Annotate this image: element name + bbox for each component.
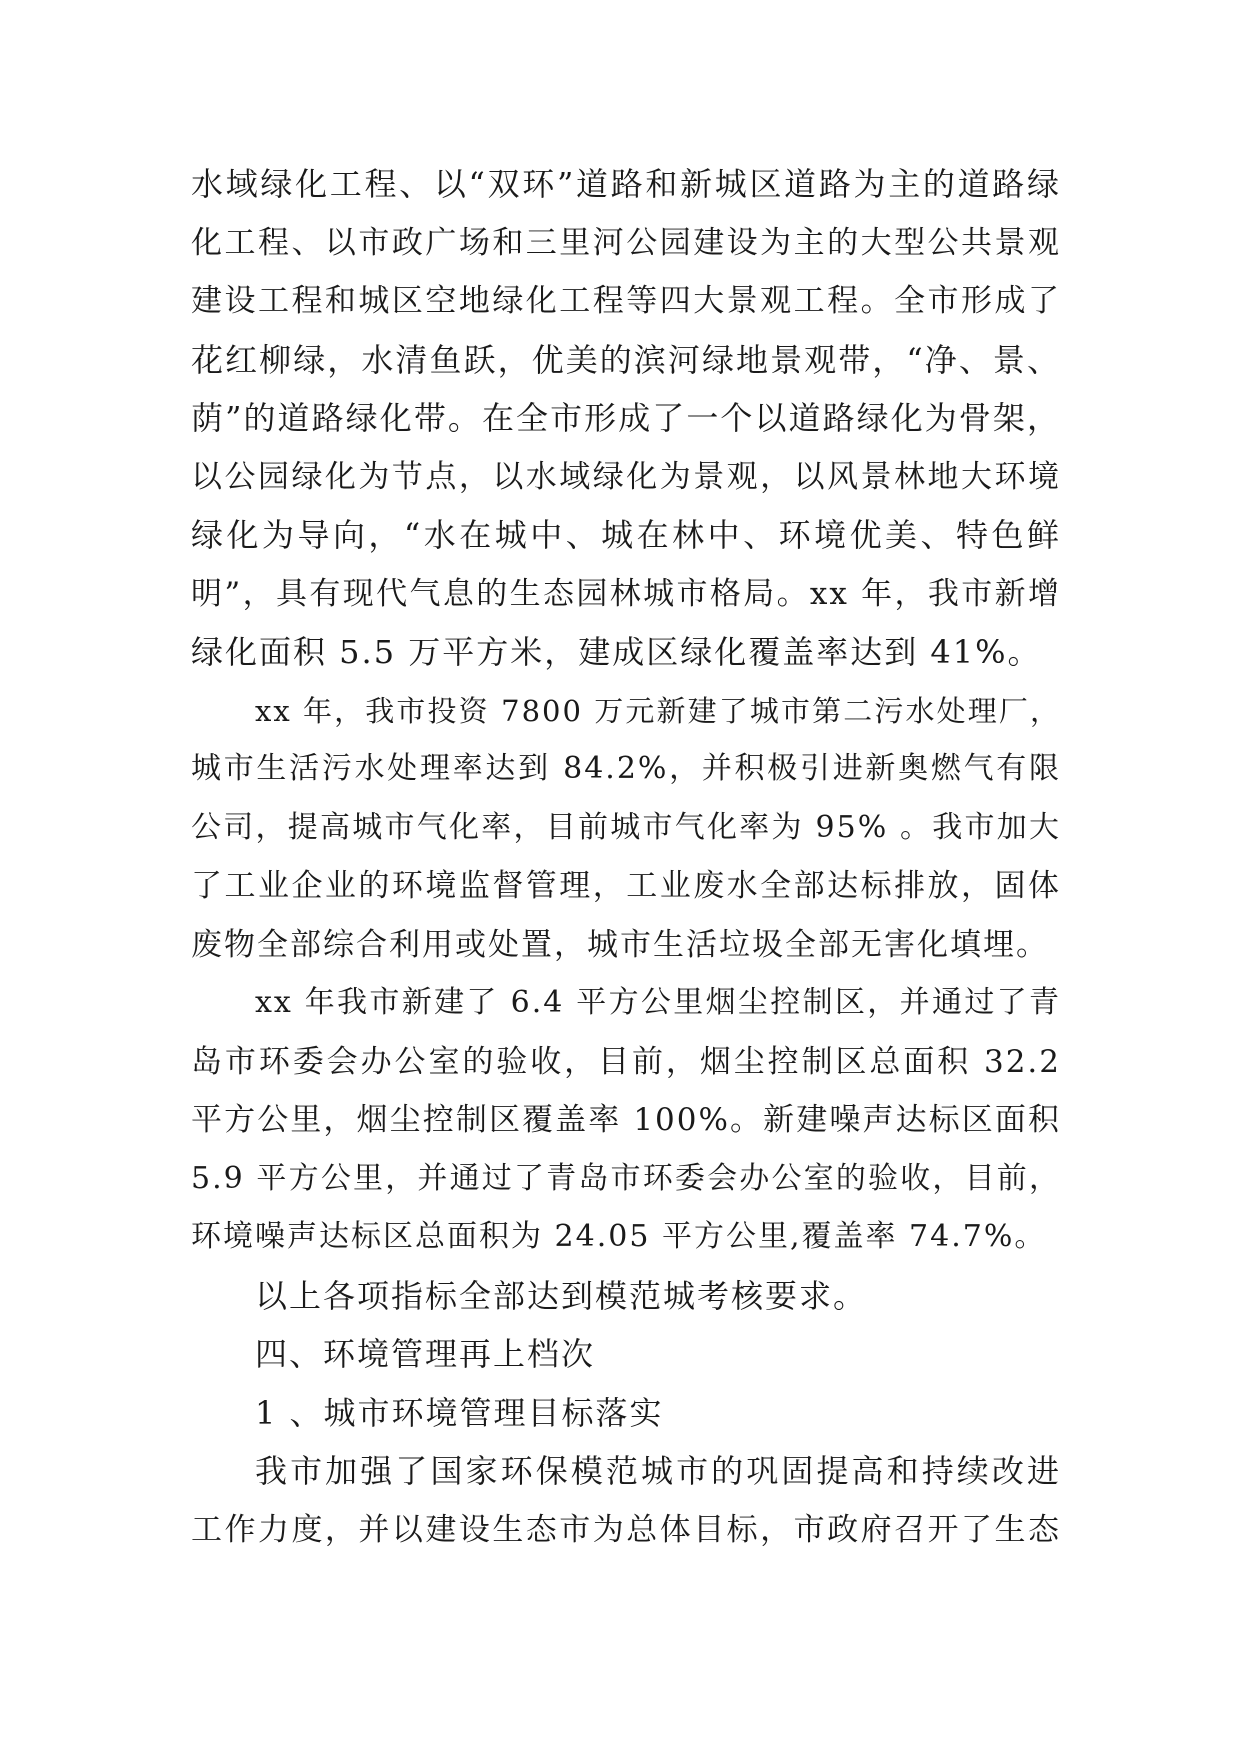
- text-line: 了工业企业的环境监督管理，工业废水全部达标排放，固体: [191, 868, 1061, 904]
- text-line: 花红柳绿，水清鱼跃，优美的滨河绿地景观带，“净、景、: [191, 340, 1061, 379]
- document-body: [191, 155, 1061, 1559]
- section-heading: 四、环境管理再上档次: [255, 1335, 596, 1373]
- text-line: 废物全部综合利用或处置，城市生活垃圾全部无害化填埋。: [191, 926, 1049, 963]
- text-line: 城市生活污水处理率达到 84.2%，并积极引进新奥燃气有限: [191, 751, 1061, 786]
- text-line: 平方公里，烟尘控制区覆盖率 100%。新建噪声达标区面积: [191, 1102, 1061, 1138]
- text-line: 公司，提高城市气化率，目前城市气化率为 95% 。我市加大: [191, 809, 1061, 845]
- text-line: 绿化面积 5.5 万平方米，建成区绿化覆盖率达到 41%。: [191, 633, 1042, 671]
- subsection-heading: 1 、城市环境管理目标落实: [255, 1393, 664, 1432]
- text-line: 以公园绿化为节点，以水域绿化为景观，以风景林地大环境: [191, 458, 1061, 495]
- text-line: 5.9 平方公里，并通过了青岛市环委会办公室的验收，目前，: [191, 1160, 1061, 1196]
- text-line: 水域绿化工程、以“双环”道路和新城区道路为主的道路绿: [191, 165, 1061, 203]
- text-line: 工作力度，并以建设生态市为总体目标，市政府召开了生态: [191, 1511, 1061, 1548]
- text-line: 明”，具有现代气息的生态园林城市格局。xx 年，我市新增: [191, 575, 1061, 612]
- text-line: 我市加强了国家环保模范城市的巩固提高和持续改进: [255, 1452, 1061, 1490]
- text-line: xx 年我市新建了 6.4 平方公里烟尘控制区，并通过了青: [255, 985, 1061, 1020]
- text-line: 环境噪声达标区总面积为 24.05 平方公里,覆盖率 74.7%。: [191, 1219, 1047, 1254]
- text-line: xx 年，我市投资 7800 万元新建了城市第二污水处理厂，: [255, 693, 1061, 728]
- text-line: 化工程、以市政广场和三里河公园建设为主的大型公共景观: [191, 224, 1061, 261]
- text-line: 以上各项指标全部达到模范城考核要求。: [255, 1276, 868, 1315]
- text-line: 荫”的道路绿化带。在全市形成了一个以道路绿化为骨架，: [191, 399, 1061, 437]
- text-line: 绿化为导向，“水在城中、城在林中、环境优美、特色鲜: [191, 516, 1061, 554]
- text-line: 岛市环委会办公室的验收，目前，烟尘控制区总面积 32.2: [191, 1043, 1061, 1080]
- text-line: 建设工程和城区空地绿化工程等四大景观工程。全市形成了: [191, 283, 1061, 319]
